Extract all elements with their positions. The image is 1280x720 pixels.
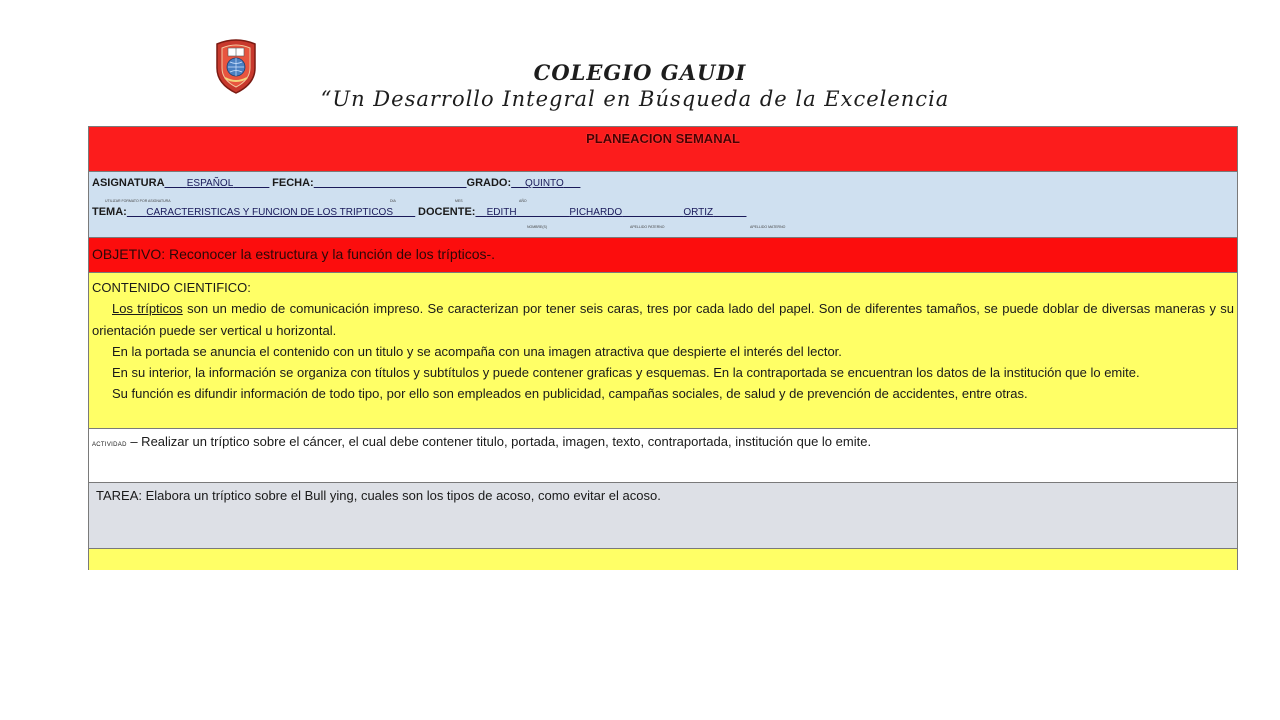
docente-value: EDITH PICHARDO ORTIZ <box>486 207 714 218</box>
content-paragraph-2: En la portada se anuncia el contenido con un titulo y se acompaña con una imagen atractiva que despierte el interés del lector. <box>112 343 842 359</box>
activity-description: – Realizar un tríptico sobre el cáncer, el cual debe contener titulo, portada, imagen, texto, contraportada, institución que lo emite. <box>130 434 872 449</box>
subject-hint: UTILIZAR FORMATO POR ASIGNATURA <box>105 199 171 203</box>
activity-row <box>89 429 1237 483</box>
fecha-label: FECHA: <box>272 177 314 189</box>
content-paragraph-3: En su interior, la información se organiza con títulos y subtítulos y puede contener graficas y esquemas. En la contraportada se encuentran los datos de la institución que lo emite. <box>112 365 1140 381</box>
date-year-hint: AÑO <box>519 199 527 203</box>
tema-value: CARACTERISTICAS Y FUNCION DE LOS TRIPTICOS <box>146 207 393 218</box>
plan-title: PLANEACION SEMANAL <box>586 131 740 146</box>
homework-text: TAREA: Elabora un tríptico sobre el Bull ying, cuales son los tipos de acoso, como evitar el acoso. <box>96 488 661 503</box>
fecha-value <box>314 178 467 189</box>
weekly-plan-sheet <box>88 126 1238 570</box>
plan-title-row <box>89 127 1237 172</box>
homework-row <box>89 483 1237 549</box>
teacher-paternal-hint: APELLIDO PATERNO <box>630 225 665 229</box>
tema-label: TEMA: <box>92 206 127 218</box>
content-keyword: Los trípticos <box>112 301 183 317</box>
scientific-content <box>92 277 1234 405</box>
content-paragraph-4: Su función es difundir información de todo tipo, por ello son empleados en publicidad, campañas sociales, de salud y de prevención de accidentes, entre otras. <box>112 386 1028 402</box>
asignatura-value: ESPAÑOL <box>186 178 234 189</box>
footer-row <box>89 549 1237 570</box>
activity-text <box>92 434 871 449</box>
topic-line <box>92 206 746 218</box>
grado-label: GRADO: <box>466 177 512 189</box>
school-name: COLEGIO GAUDI <box>533 60 747 85</box>
objective-text: OBJETIVO: Reconocer la estructura y la función de los trípticos-. <box>92 246 496 262</box>
subject-line <box>92 177 580 189</box>
plan-info-row <box>89 172 1237 238</box>
date-day-hint: DIA <box>390 199 396 203</box>
objective-row <box>89 238 1237 273</box>
grado-value: QUINTO <box>525 178 564 189</box>
school-motto: “Un Desarrollo Integral en Búsqueda de la Excelencia <box>320 87 950 111</box>
content-heading: CONTENIDO CIENTIFICO: <box>92 280 251 295</box>
teacher-maternal-hint: APELLIDO MATERNO <box>750 225 786 229</box>
content-row <box>89 273 1237 429</box>
date-month-hint: MES <box>455 199 463 203</box>
asignatura-label: ASIGNATURA <box>92 177 165 189</box>
teacher-name-hint: NOMBRE(S) <box>527 225 548 229</box>
docente-label: DOCENTE: <box>418 206 476 218</box>
content-paragraph-1: Los trípticos son un medio de comunicación impreso. Se caracterizan por tener seis caras, tres por cada lado del papel. Son de diferentes tamaños, se puede doblar de diversas maneras y su orientación puede ser vertical u horizontal. <box>92 301 1234 338</box>
activity-label: ACTIVIDAD <box>92 442 127 448</box>
